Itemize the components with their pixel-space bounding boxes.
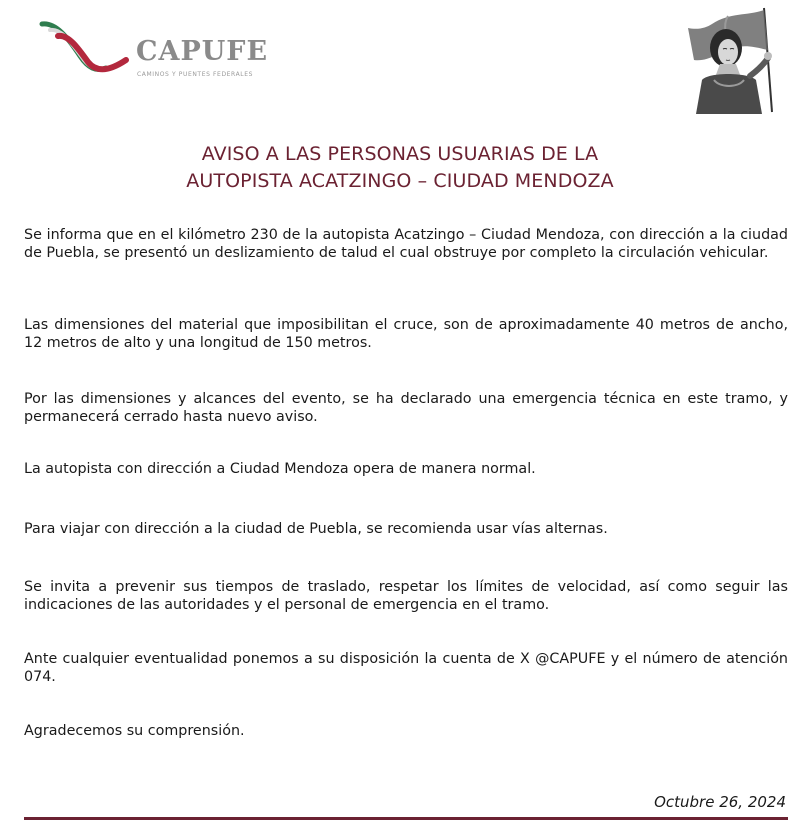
paragraph-thanks: Agradecemos su comprensión. bbox=[24, 723, 245, 739]
logo-name: CAPUFE bbox=[136, 36, 269, 67]
notice-date: Octubre 26, 2024 bbox=[654, 793, 786, 811]
footer-divider bbox=[24, 817, 788, 820]
flag-woman-emblem-icon bbox=[668, 6, 778, 114]
capufe-logo-icon bbox=[38, 16, 133, 76]
paragraph-dimensions: Las dimensiones del material que imposibilitan el cruce, son de aproximadamente 40 metros de ancho, 12 metros de alto y una longitud de 150 metros. bbox=[24, 317, 788, 351]
paragraph-normal-operation: La autopista con dirección a Ciudad Mendoza opera de manera normal. bbox=[24, 461, 536, 477]
notice-title-line-1: AVISO A LAS PERSONAS USUARIAS DE LA bbox=[201, 143, 599, 165]
notice-title bbox=[0, 141, 800, 195]
paragraph-incident: Se informa que en el kilómetro 230 de la autopista Acatzingo – Ciudad Mendoza, con dirección a la ciudad de Puebla, se presentó un deslizamiento de talud el cual obstruye por completo la circulación vehicular. bbox=[24, 227, 788, 261]
paragraph-contact: Ante cualquier eventualidad ponemos a su disposición la cuenta de X @CAPUFE y el número de atención 074. bbox=[24, 651, 788, 685]
capufe-logo bbox=[38, 16, 288, 76]
logo-subtitle: CAMINOS Y PUENTES FEDERALES bbox=[137, 71, 254, 78]
paragraph-recommendations: Se invita a prevenir sus tiempos de traslado, respetar los límites de velocidad, así como seguir las indicaciones de las autoridades y el personal de emergencia en el tramo. bbox=[24, 579, 788, 613]
notice-title-line-2: AUTOPISTA ACATZINGO – CIUDAD MENDOZA bbox=[186, 170, 614, 192]
header bbox=[0, 0, 800, 120]
paragraph-alternate-routes: Para viajar con dirección a la ciudad de Puebla, se recomienda usar vías alternas. bbox=[24, 521, 608, 537]
paragraph-emergency: Por las dimensiones y alcances del evento, se ha declarado una emergencia técnica en este tramo, y permanecerá cerrado hasta nuevo aviso. bbox=[24, 391, 788, 425]
